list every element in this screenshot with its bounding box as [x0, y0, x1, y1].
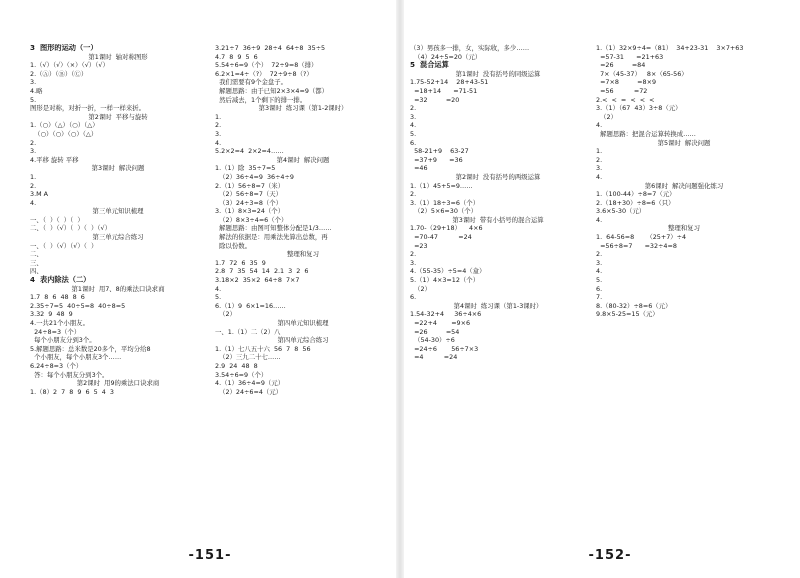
answer-line: 一、（ ）（ ）（ ）: [30, 215, 84, 224]
answer-line: 第四单元知识梳理: [277, 319, 329, 327]
answer-line: 图形是对称，对折一折，一样一样来折。: [30, 104, 146, 113]
answer-line: 4.（1）36÷4=9（元）: [215, 379, 285, 388]
answer-line: 1.75-52+14 28+43-51: [410, 78, 489, 87]
answer-line: 2.35÷7=5 40÷5=8 40÷8=5: [30, 301, 126, 310]
answer-line: 4.: [30, 198, 37, 207]
answer-line: 4.平移 旋转 平移: [30, 155, 79, 164]
answer-line: 第2课时 没有括号的两级运算: [455, 172, 541, 181]
answer-line: 5.54÷6=9（个） 72÷9=8（排）: [215, 61, 318, 70]
answer-line: （3）男孩多一排，女，实际收，多少……: [410, 44, 530, 52]
answer-line: 2.: [596, 155, 603, 164]
answer-line: 3.32 9 48 9: [30, 310, 73, 319]
answer-line: 3.6×5-30（元）: [596, 207, 646, 216]
answer-line: =46: [410, 164, 428, 173]
answer-line: 4 表内除法（二）: [30, 275, 91, 285]
answer-line: =24÷6 56÷7×3: [410, 344, 479, 353]
answer-line: 1.（1）除 35÷7=5: [215, 164, 276, 173]
answer-line: 第1课时 轴对称图形: [88, 52, 148, 61]
answer-line: （2）: [215, 310, 236, 319]
answer-line: 1.（100-44）÷8=7（元）: [596, 190, 676, 199]
answer-line: 2.: [410, 190, 417, 199]
answer-line: 5.: [215, 293, 222, 302]
answer-line: 5.解题思路：总米数是20多个，平均分给8: [30, 344, 151, 353]
answer-line: 第3课时 带有小括号的混合运算: [452, 215, 544, 224]
answer-line: 3.: [30, 78, 37, 87]
answer-line: 第四单元综合练习: [277, 336, 329, 345]
answer-line: 三、: [30, 258, 43, 267]
answer-line: （2）: [596, 112, 617, 121]
answer-line: （3）24÷3=8（个）: [215, 198, 283, 207]
answer-line: 2.: [410, 250, 417, 259]
answer-line: 1.70-（29+18） 4×6: [410, 224, 483, 233]
answer-line: 四、: [30, 267, 43, 276]
answer-line: =56 =72: [596, 86, 648, 95]
answer-line: 6.24÷8=3（个）: [30, 361, 83, 370]
answer-line: 1.7 72 6 35 9: [215, 258, 266, 267]
answer-line: 3.: [596, 164, 603, 173]
answer-line: 1.（√）（√）（×）（√）（√）: [30, 61, 109, 70]
answer-line: 第2课时 用9的乘法口诀求商: [76, 379, 160, 388]
answer-line: =57-31 =21+63: [596, 52, 664, 61]
answer-line: 4.: [215, 284, 222, 293]
answer-line: 5.（1）4×3=12（个）: [410, 276, 480, 285]
left-column-1: [30, 44, 206, 396]
answer-line: 一、（ ）（√）（√）（ ）: [30, 241, 98, 250]
answer-line: 2.: [30, 138, 37, 147]
answer-line: 3.: [410, 258, 417, 267]
answer-line: 3.（1）8×3=24（个）: [215, 207, 285, 216]
answer-line: 4.一共21个小朋友。: [30, 319, 89, 327]
answer-line: （2）三九二十七……: [215, 353, 281, 362]
answer-line: 整理和复习: [668, 224, 700, 233]
answer-line: 7.: [596, 293, 603, 302]
answer-line: 然后减去，1个剩下的排一排。: [215, 95, 307, 104]
answer-line: 2.: [596, 250, 603, 259]
answer-line: 1.54-32+4 36÷4×6: [410, 310, 482, 319]
answer-line: 1.（1）32×9÷4=（81） 34+23-31 3×7+63: [596, 44, 744, 52]
answer-line: =22+4 =9×6: [410, 319, 471, 327]
answer-line: 24÷8=3（个）: [30, 327, 81, 336]
answer-line: （2）8×3÷4=6（个）: [215, 215, 288, 224]
answer-line: 1.: [215, 112, 222, 121]
answer-line: 1.: [30, 172, 37, 181]
answer-line: 1.（○）（△）（○）（△）: [30, 121, 99, 130]
answer-line: 9.8×5-25=15（元）: [596, 310, 659, 319]
answer-line: 5.: [30, 95, 37, 104]
right-column-2: [596, 44, 772, 319]
answer-line: 2.（1）56÷8=7（米）: [215, 181, 285, 190]
answer-line: 2.（18+30）÷8=6（只）: [596, 198, 675, 207]
answer-line: 1.（1）七八五十六 56 7 8 56: [215, 344, 311, 353]
answer-line: 2.: [410, 104, 417, 113]
answer-line: 1.（8）2 7 8 9 6 5 4 3: [30, 387, 114, 396]
answer-line: 3.M A: [30, 190, 49, 199]
answer-line: 58-21+9 63-27: [410, 147, 469, 156]
answer-line: 3.21÷7 36÷9 28÷4 64÷8 35÷5: [215, 44, 326, 52]
answer-line: 4.: [410, 121, 417, 130]
left-column-2: [215, 44, 391, 396]
answer-line: 6.: [410, 138, 417, 147]
answer-line: 3.: [410, 112, 417, 121]
answer-line: 第4课时 解决问题: [276, 155, 330, 164]
answer-line: （4）24÷5=20（元）: [410, 52, 482, 61]
answer-line: （2）56÷8=7（天）: [215, 190, 283, 199]
answer-line: 4.: [596, 121, 603, 130]
answer-line: 2.9 24 48 8: [215, 361, 258, 370]
answer-line: 解题思路：把混合运算转换成……: [596, 129, 696, 138]
answer-line: 6.（1）9 6×1=16……: [215, 301, 286, 310]
answer-line: =70-47 =24: [410, 233, 472, 242]
answer-line: 第1课时 没有括号的同级运算: [455, 69, 541, 78]
answer-line: 第三单元知识梳理: [92, 207, 144, 216]
answer-line: 3.（1）（67 43）3÷8（元）: [596, 104, 682, 113]
answer-line: 解法的依据是：用乘法先算出总数，再: [215, 233, 328, 242]
answer-line: 4.: [215, 138, 222, 147]
answer-line: 3.: [30, 147, 37, 156]
answer-line: 第三单元综合练习: [92, 233, 144, 242]
answer-line: 答：每个小朋友分到3个。: [30, 370, 109, 379]
answer-line: =37+9 =36: [410, 155, 463, 164]
answer-line: 4.略: [30, 86, 43, 95]
answer-line: 第3课时 解决问题: [91, 164, 145, 173]
answer-line: 二、（ ）（√）（ ）（ ）（√）: [30, 224, 112, 233]
answer-line: 第5课时 解决问题: [657, 138, 711, 147]
page-number-left: -151-: [188, 548, 232, 563]
answer-line: 3 图形的运动（一）: [30, 44, 98, 52]
answer-line: 整理和复习: [287, 250, 319, 259]
answer-line: 7×（45-37） 8×（65-56）: [596, 69, 688, 78]
answer-line: =32 =20: [410, 95, 460, 104]
answer-line: 二、: [30, 250, 43, 259]
answer-line: （2）5×6=30（个）: [410, 207, 478, 216]
answer-line: =4 =24: [410, 353, 458, 362]
answer-line: 4.（55-35）÷5=4（盒）: [410, 267, 486, 276]
answer-line: 8.（80-32）÷8=6（元）: [596, 301, 672, 310]
answer-line: 我们需要有9个金盘子。: [215, 78, 288, 87]
answer-line: （2）24÷6=4（元）: [215, 387, 283, 396]
answer-line: 个小朋友，每个小朋友3个……: [30, 353, 122, 362]
answer-line: 1. 64-56=8 （25+7）÷4: [596, 233, 687, 242]
answer-line: 第4课时 练习课（第1-3课时）: [453, 301, 543, 310]
answer-line: 6.: [410, 293, 417, 302]
answer-line: 6.: [596, 284, 603, 293]
answer-line: 3.18×2 35×2 64÷8 7×7: [215, 276, 300, 285]
answer-line: 解题思路：由于已知2×3×4=9（都）: [215, 86, 329, 95]
answer-line: 3.（1）18÷3=6（个）: [410, 198, 480, 207]
answer-line: 5.: [410, 129, 417, 138]
answer-line: 第3课时 练习课（第1-2课时）: [258, 104, 348, 113]
answer-line: 第2课时 平移与旋转: [88, 112, 148, 121]
answer-line: 5.: [596, 276, 603, 285]
answer-line: （54-30）÷6: [410, 336, 455, 345]
answer-line: 2.（Ⓐ）（Ⓑ）（Ⓒ）: [30, 69, 88, 78]
answer-line: 4.: [596, 172, 603, 181]
answer-line: 2.8 7 35 54 14 2.1 3 2 6: [215, 267, 309, 276]
answer-line: 1.（1）45+5=9……: [410, 181, 473, 190]
answer-line: 5.2×2=4 2×2=4……: [215, 147, 284, 156]
answer-line: 2.: [30, 181, 37, 190]
answer-line: 一、1.（1）二（2）八: [215, 327, 281, 336]
answer-line: （2）36÷4=9 36÷4÷9: [215, 172, 294, 181]
answer-line: 每个小朋友分到3个。: [30, 336, 96, 345]
answer-line: 2.< < = < < <: [596, 95, 655, 104]
answer-line: 第1课时 用7、8的乘法口诀求商: [71, 284, 165, 293]
answer-line: =18+14 =71-51: [410, 86, 478, 95]
answer-line: 1.7 8 6 48 8 6: [30, 293, 85, 302]
right-column-1: [410, 44, 586, 362]
answer-line: 5 混合运算: [410, 60, 449, 70]
answer-line: 4.: [596, 215, 603, 224]
answer-line: 3.: [596, 258, 603, 267]
answer-line: 2.: [215, 121, 222, 130]
answer-line: 3.54÷6=9（个）: [215, 370, 268, 379]
answer-line: 4.: [596, 267, 603, 276]
answer-line: 6.2×1=4÷（?） 72÷9÷8（?）: [215, 69, 313, 78]
answer-line: 第6课时 解决问题强化练习: [644, 181, 724, 190]
answer-line: 解题思路：由图可知整体分配是1/3……: [215, 224, 332, 233]
answer-line: =56÷8=7 =32÷4=8: [596, 241, 677, 250]
answer-line: =26 =84: [596, 61, 646, 70]
answer-line: 1.: [596, 147, 603, 156]
answer-line: =23: [410, 241, 428, 250]
answer-line: （2）: [410, 284, 431, 293]
answer-line: =7×8 =8×9: [596, 78, 657, 87]
answer-line: 4.7 8 9 5 6: [215, 52, 258, 61]
answer-line: （○）（○）（○）（△）: [30, 129, 98, 138]
answer-line: =26 =54: [410, 327, 460, 336]
page-number-right: -152-: [588, 548, 632, 563]
page-right: [400, 0, 800, 578]
answer-line: 3.: [215, 129, 222, 138]
answer-line: 除以份数。: [215, 241, 252, 250]
